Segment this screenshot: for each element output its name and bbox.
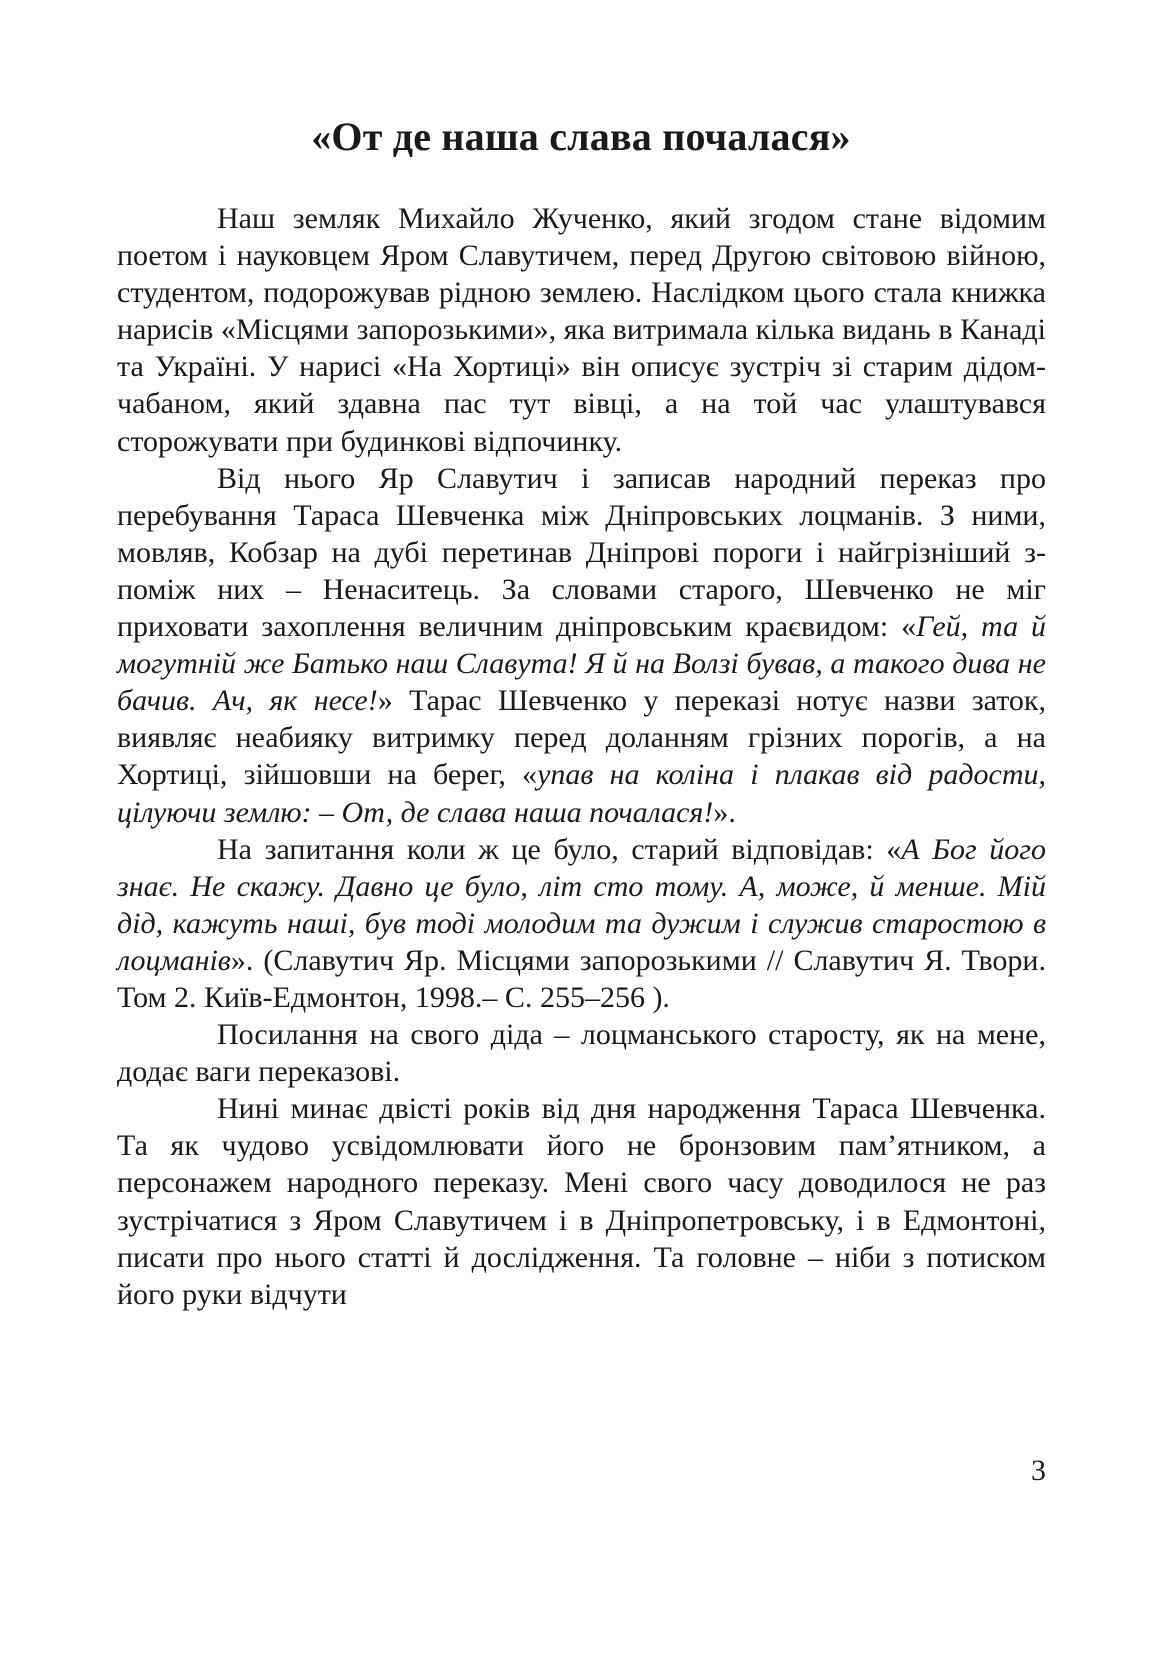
body-text [117, 200, 1046, 1313]
paragraph-2-quote-italic: Гей, та й могутній же Батько наш Славута! Я й на Волзі бував, а такого дива не бачив. Ач, як несе! [117, 610, 1046, 718]
page-number: 3 [1031, 1454, 1046, 1487]
paragraph-2 [117, 460, 1046, 831]
page-title: «От де наша слава почалася» [311, 114, 851, 159]
paragraph-2-quote-italic: упав на коліна і плакав від радости, цілуючи землю: – От, де слава наша почалася! [117, 758, 1046, 829]
paragraph-3-text: На запитання коли ж це було, старий відповідав: « [217, 832, 902, 866]
paragraph-2-text: » Тарас Шевченко у переказі нотує назви заток, виявляє неабияку витримку перед доланням грізних порогів, а на Хортиці, зійшовши на берег, « [117, 684, 1046, 792]
paragraph-3-quote-italic: А Бог його знає. Не скажу. Давно це було, літ сто тому. А, може, й менше. Мій дід, кажуть наші, був тоді молодим та дужим і служив старостою в лоцманів [117, 832, 1046, 977]
paragraph-5 [117, 1090, 1046, 1313]
paragraph-1-text: Наш земляк Михайло Жученко, який згодом стане відомим поетом і науковцем Яром Славутичем, перед Другою світовою війною, студентом, подорожував рідною землею. Наслідком цього стала книжка нарисів «Місцями запорозькими», яка витримала кілька видань в Канаді та Україні. У нарисі «На Хортиці» він описує зустріч зі старим дідом-чабаном, який здавна пас тут вівці, а на той час улаштувався сторожувати при будинкові відпочинку. [117, 202, 1046, 458]
paragraph-2-text: Від нього Яр Славутич і записав народний переказ про перебування Тараса Шевченка між Дніпровських лоцманів. З ними, мовляв, Кобзар на дубі перетинав Дніпрові пороги і найгрізніший з-поміж них – Ненаситець. За словами старого, Шевченко не міг приховати захоплення величним дніпровським краєвидом: « [117, 461, 1046, 644]
paragraph-5-text: Нині минає двісті років від дня народження Тараса Шевченка. Та як чудово усвідомлювати його не бронзовим пам’ятником, а персонажем народного переказу. Мені свого часу доводилося не раз зустрічатися з Яром Славутичем і в Дніпропетровську, і в Едмонтоні, писати про нього статті й дослідження. Та головне – ніби з потиском його руки відчути [117, 1092, 1046, 1311]
paragraph-2-text: ». [713, 795, 736, 829]
paragraph-3-citation: ». (Славутич Яр. Місцями запорозькими // Славутич Я. Твори. Том 2. Київ-Едмонтон, 1998.– С. 255–256 ). [117, 943, 1046, 1014]
paragraph-4 [117, 1016, 1046, 1090]
paragraph-1 [117, 200, 1046, 460]
paragraph-4-text: Посилання на свого діда – лоцманського старосту, як на мене, додає ваги переказові. [117, 1018, 1046, 1089]
paragraph-3 [117, 831, 1046, 1016]
